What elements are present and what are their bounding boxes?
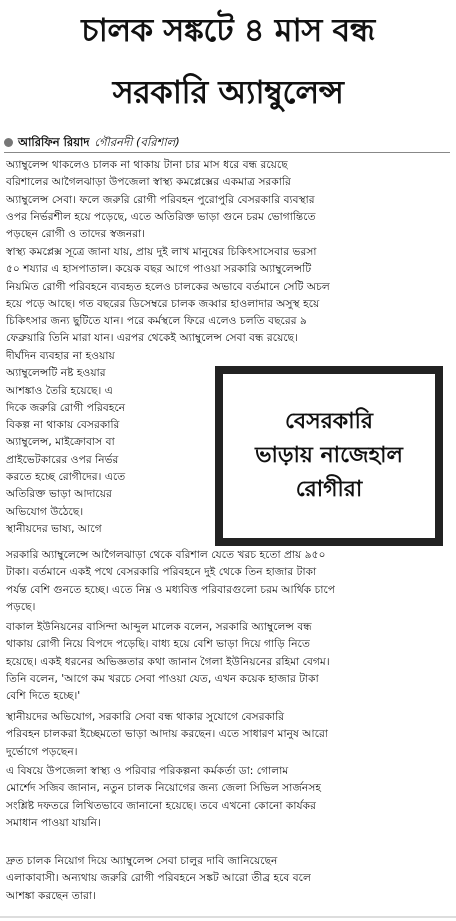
text-line: বাকাল ইউনিয়নের বাসিন্দা আব্দুল মালেক বলেন, সরকারি অ্যাম্বুলেন্স বন্ধ (6, 620, 312, 633)
text-line: অ্যাম্বুলেন্স, মাইক্রোবাস বা (6, 435, 115, 449)
text-line: ৫০ শয্যার এ হাসপাতাল। কয়েক বছর আগে পাওয়া সরকারি অ্যাম্বুলেন্সটি (6, 262, 312, 276)
text-line: দ্রুত চালক নিয়োগ দিয়ে অ্যাম্বুলেন্স সেবা চালুর দাবি জানিয়েছেন (6, 854, 278, 867)
paragraph-1 (6, 156, 446, 242)
text-line: বিকল্প না থাকায় বেসরকারি (6, 418, 120, 432)
text-line: সরকারি অ্যাম্বুলেন্সে আগৈলঝাড়া থেকে বরিশাল যেতে খরচ হতো প্রায় ৯৫০ (6, 548, 326, 561)
text-line: স্বাস্থ্য কমপ্লেক্স সূত্রে জানা যায়, প্রায় দুই লাখ মানুষের চিকিৎসাসেবার ভরসা (6, 245, 317, 258)
text-line: অভিযোগ উঠেছে। (6, 504, 84, 518)
text-line: থাকায় রোগী নিয়ে বিপদে পড়েছি। বাধ্য হয়ে বেশি ভাড়া দিয়ে গাড়ি নিতে (6, 637, 310, 651)
text-line: স্থানীয়দের ভাষ্য, আগে (6, 522, 102, 535)
text-line: বরিশালের আগৈলঝাড়া উপজেলা স্বাস্থ্য কমপ্লেক্সের একমাত্র সরকারি (6, 175, 291, 189)
text-line: প্রাইভেটকারের ওপর নির্ভর (6, 452, 119, 466)
text-line: তিনি বলেন, 'আগে কম খরচে সেবা পাওয়া যেত, এখন কয়েক হাজার টাকা (6, 671, 319, 685)
text-line: হয়েছে। একই ধরনের অভিজ্ঞতার কথা জানান গৈলা ইউনিয়নের রহিমা বেগম। (6, 654, 330, 668)
sidebar-quote-box (215, 366, 443, 546)
sidebar-quote-line: রোগীরা (295, 477, 363, 502)
paragraph-2 (6, 243, 446, 347)
text-line: মোর্শেদ সজিব জানান, নতুন চালক নিয়োগের জন্য জেলা সিভিল সার্জনসহ (6, 781, 321, 795)
paragraph-6 (6, 618, 446, 704)
text-line: স্থানীয়দের অভিযোগ, সরকারি সেবা বন্ধ থাকার সুযোগে বেসরকারি (6, 710, 285, 723)
byline-author: আরিফিন রিয়াদ (18, 135, 90, 149)
sidebar-quote-line: বেসরকারি (285, 409, 373, 434)
bullet-icon (4, 138, 13, 147)
text-line: নিয়মিত রোগী পরিবহনে ব্যবহৃত হলেও চালকের অভাবে বর্তমানে সেটি অচল (6, 279, 330, 293)
text-line: সংশ্লিষ্ট দফতরে লিখিতভাবে জানানো হয়েছে। তবে এখনো কোনো কার্যকর (6, 798, 316, 812)
text-line: অ্যাম্বুলেন্স থাকলেও চালক না থাকায় টানা চার মাস ধরে বন্ধ রয়েছে (6, 158, 288, 171)
text-line: সমাধান পাওয়া যায়নি। (6, 815, 101, 829)
text-line: পড়ছেন রোগী ও তাদের স্বজনরা। (6, 227, 146, 241)
text-line: হয়ে পড়ে আছে। গত বছরের ডিসেম্বরে চালক জব্বার হাওলাদার অসুস্থ হয়ে (6, 296, 320, 310)
text-line: আশঙ্কা করছেন তারা। (6, 888, 96, 902)
byline-place: গৌরনদী (বরিশাল) (94, 135, 180, 149)
bottom-divider (0, 916, 456, 918)
byline (4, 134, 450, 150)
headline-line-2: সরকারি অ্যাম্বুলেন্স (112, 73, 344, 111)
text-line: দুর্ভোগে পড়ছেন। (6, 744, 78, 758)
paragraph-8 (6, 762, 446, 831)
paragraph-9 (6, 852, 446, 904)
byline-divider (4, 152, 450, 153)
text-line: আশঙ্কাও তৈরি হয়েছে। এ (6, 383, 113, 397)
text-line: পর্যন্ত বেশি গুনতে হচ্ছে। এতে নিম্ন ও মধ্যবিত্ত পরিবারগুলো চরম আর্থিক চাপে (6, 582, 336, 596)
text-line: ফেব্রুয়ারি তিনি মারা যান। এরপর থেকেই অ্যাম্বুলেন্স সেবা বন্ধ রয়েছে। (6, 331, 298, 345)
headline-line-1: চালক সঙ্কটে ৪ মাস বন্ধ (81, 11, 375, 49)
paragraph-7 (6, 708, 446, 760)
text-line: এ বিষয়ে উপজেলা স্বাস্থ্য ও পরিবার পরিকল্পনা কর্মকর্তা ডা: গোলাম (6, 764, 289, 777)
text-line: করতে হচ্ছে রোগীদের। এতে (6, 470, 126, 484)
paragraph-5 (6, 546, 446, 615)
text-line: দীর্ঘদিন ব্যবহার না হওয়ায় (6, 349, 115, 362)
paragraph-3 (6, 347, 206, 520)
text-line: পড়ছে। (6, 599, 36, 613)
sidebar-quote-line: ভাড়ায় নাজেহাল (255, 443, 403, 468)
text-line: টাকা। বর্তমানে একই পথে বেসরকারি পরিবহনে দুই থেকে তিন হাজার টাকা (6, 565, 317, 579)
text-line: অ্যাম্বুলেন্সটি নষ্ট হওয়ার (6, 366, 106, 380)
text-line: বেশি দিতে হচ্ছে।' (6, 689, 81, 703)
text-line: অতিরিক্ত ভাড়া আদায়ের (6, 487, 112, 501)
paragraph-4 (6, 520, 206, 537)
text-line: পরিবহন চালকরা ইচ্ছেমতো ভাড়া আদায় করছেন। এতে সাধারণ মানুষ আরো (6, 727, 328, 741)
text-line: এলাকাবাসী। অন্যথায় জরুরি রোগী পরিবহনে সঙ্কট আরো তীব্র হবে বলে (6, 871, 311, 885)
text-line: অ্যাম্বুলেন্স সেবা। ফলে জরুরি রোগী পরিবহন পুরোপুরি বেসরকারি ব্যবস্থার (6, 192, 315, 206)
text-line: চিকিৎসার জন্য ছুটিতে যান। পরে কর্মস্থলে ফিরে এলেও চলতি বছরের ৯ (6, 314, 307, 328)
text-line: দিকে জরুরি রোগী পরিবহনে (6, 400, 126, 414)
text-line: ওপর নির্ভরশীল হয়ে পড়েছে, এতে অতিরিক্ত ভাড়া গুনে চরম ভোগান্তিতে (6, 209, 316, 223)
